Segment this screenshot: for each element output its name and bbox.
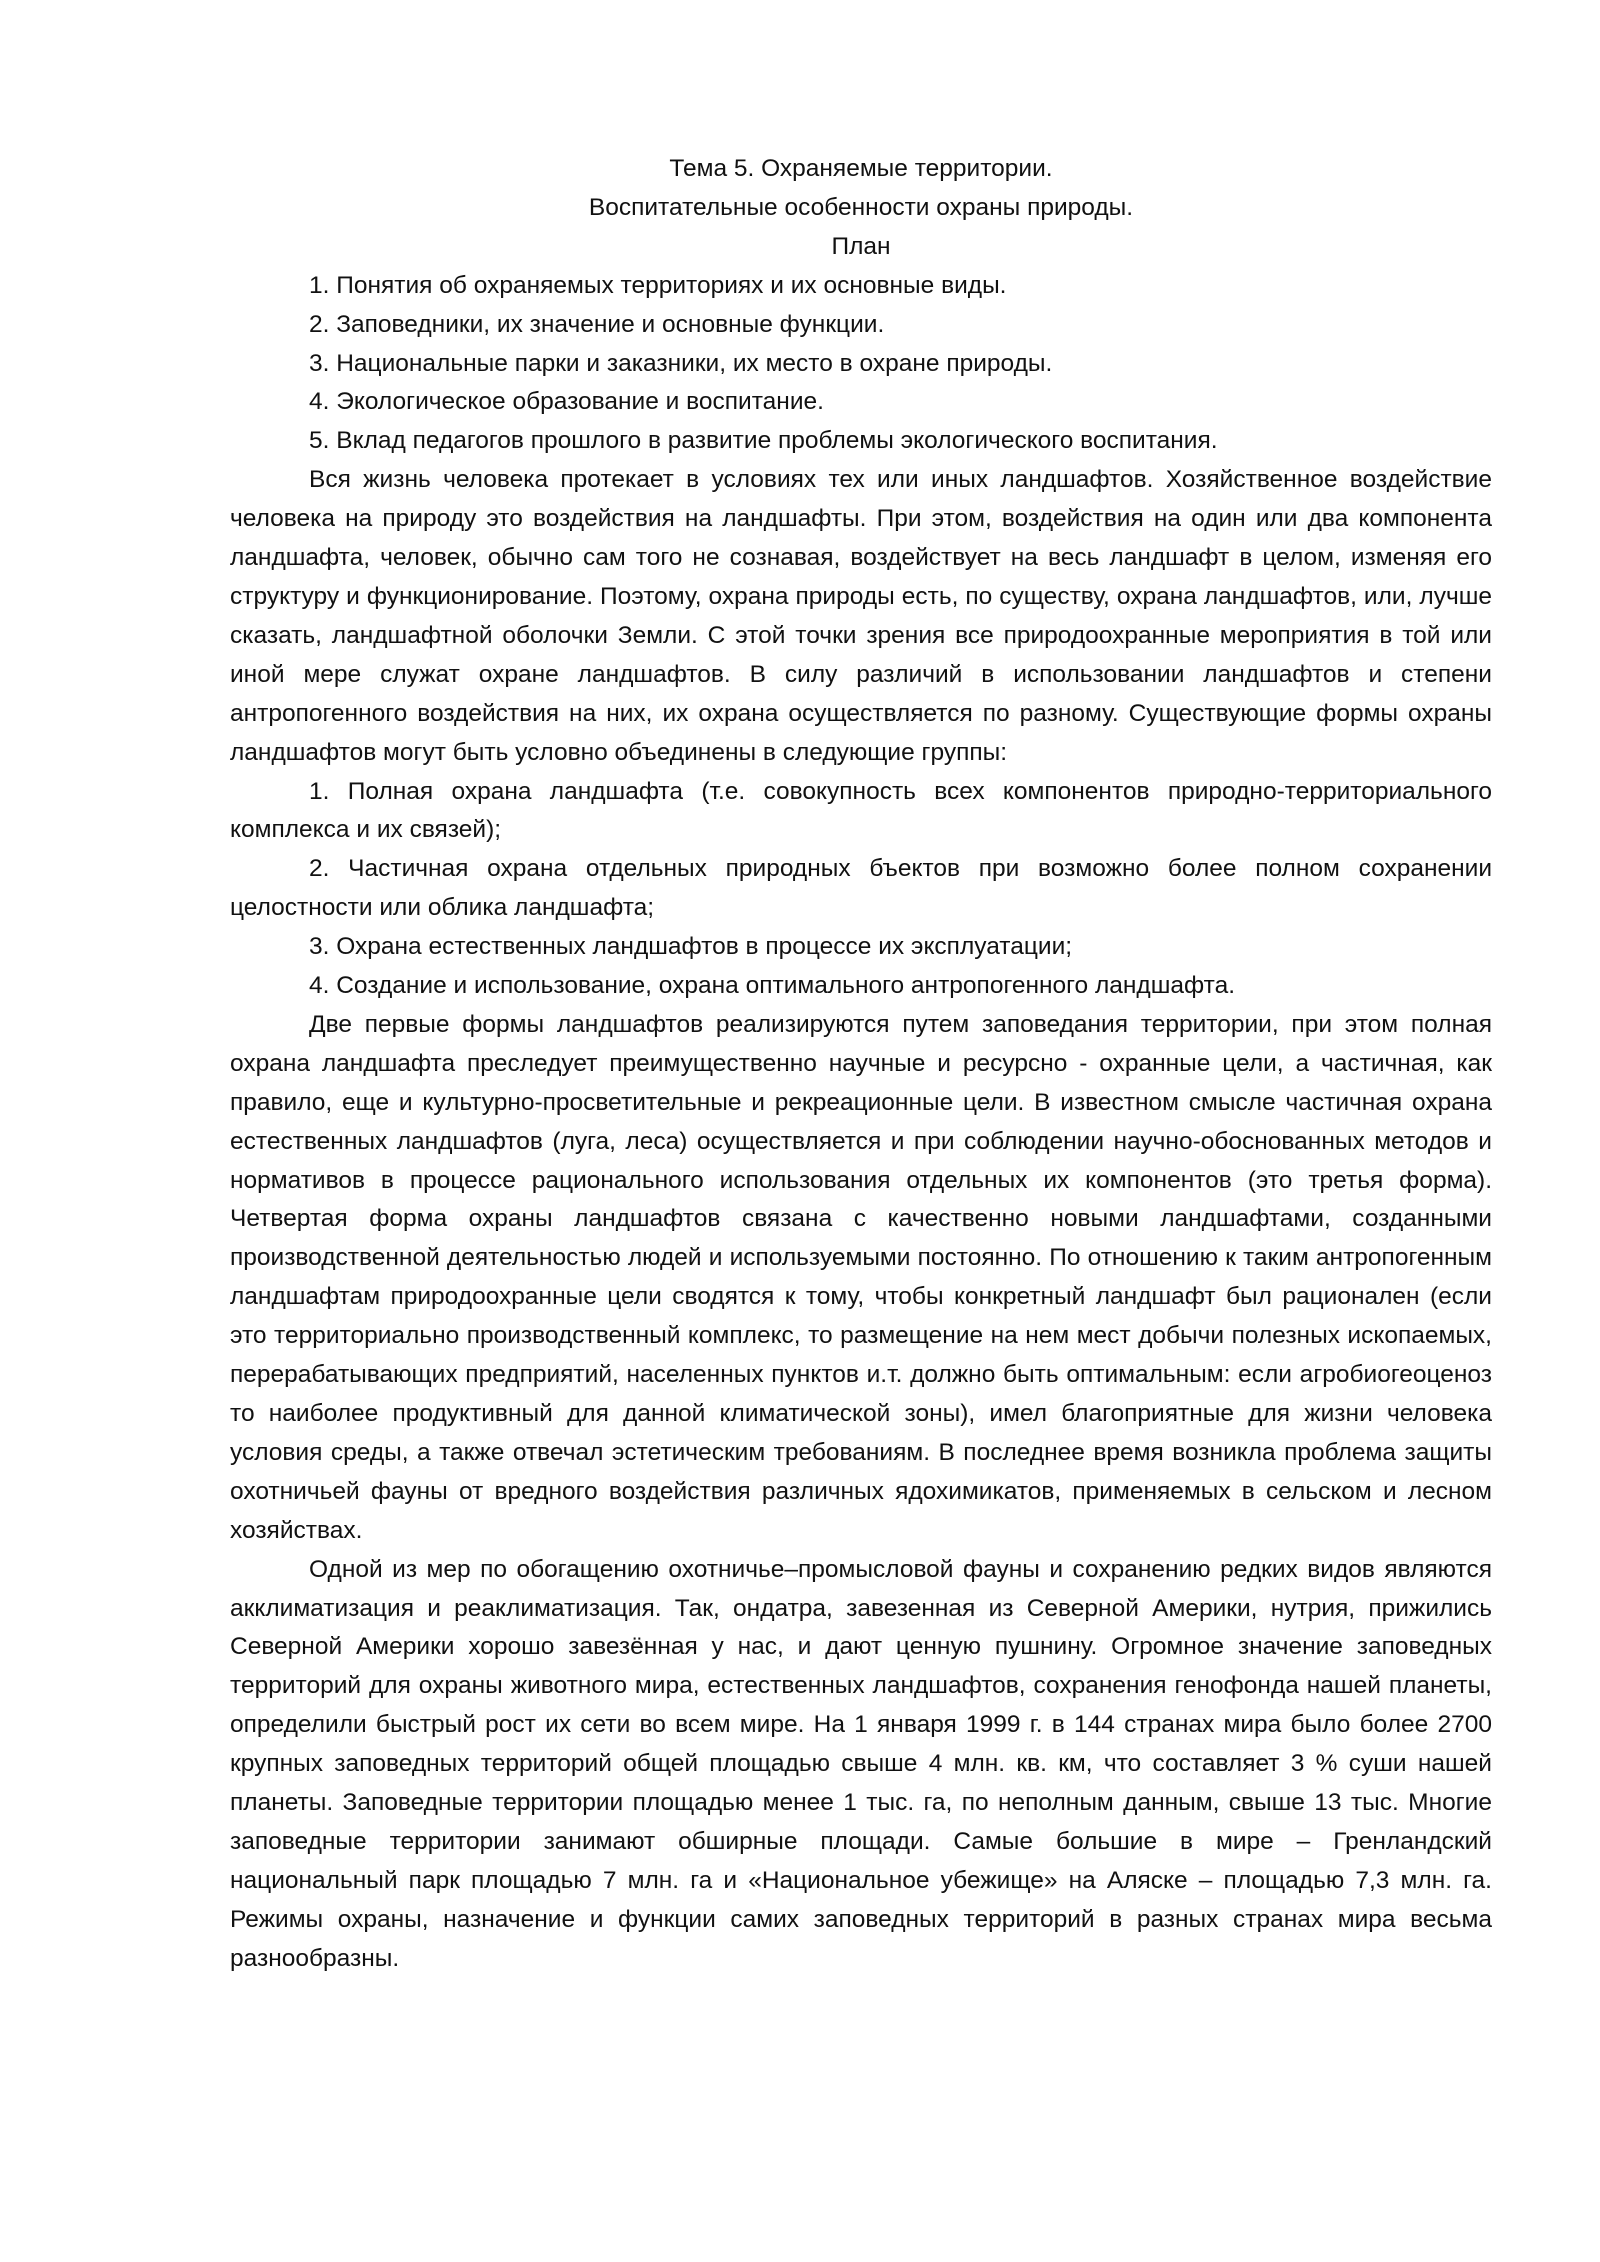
- plan-item: 1. Понятия об охраняемых территориях и их основные виды.: [309, 271, 1007, 299]
- intro-paragraph: Вся жизнь человека протекает в условиях тех или иных ландшафтов. Хозяйственное воздействие человека на природу это воздействия на ландшафты. При этом, воздействия на один или два компонента ландшафта, человек, обычно сам того не сознавая, воздействует на весь ландшафт в целом, изменяя его структуру и функционирование. Поэтому, охрана природы есть, по существу, охрана ландшафтов, или, лучше сказать, ландшафтной оболочки Земли. С этой точки зрения все природоохранные мероприятия в той или иной мере служат охране ландшафтов. В силу различий в использовании ландшафтов и степени антропогенного воздействия на них, их охрана осуществляется по разному. Существующие формы охраны ландшафтов могут быть условно объединены в следующие группы:: [230, 466, 1492, 766]
- plan-heading: План: [831, 232, 891, 260]
- paragraph-reserves: Одной из мер по обогащению охотничье–промысловой фауны и сохранению редких видов являются акклиматизация и реаклиматизация. Так, ондатра, завезенная из Северной Америки, нутрия, прижились Северной Америки хорошо завезённая у нас, и дают ценную пушнину. Огромное значение заповедных территорий для охраны животного мира, естественных ландшафтов, сохранения генофонда нашей планеты, определили быстрый рост их сети во всем мире. На 1 января 1999 г. в 144 странах мира было более 2700 крупных заповедных территорий общей площадью свыше 4 млн. кв. км, что составляет 3 % суши нашей планеты. Заповедные территории площадью менее 1 тыс. га, по неполным данным, свыше 13 тыс. Многие заповедные территории занимают обширные площади. Самые большие в мире – Гренландский национальный парк площадью 7 млн. га и «Национальное убежище» на Аляске – площадью 7,3 млн. га. Режимы охраны, назначение и функции самих заповедных территорий в разных странах мира весьма разнообразны.: [230, 1555, 1492, 1972]
- plan-list: [230, 267, 1492, 462]
- page-subtitle: Воспитательные особенности охраны природы.: [588, 193, 1134, 221]
- form-item: 4. Создание и использование, охрана оптимального антропогенного ландшафта.: [309, 972, 1236, 1000]
- paragraph-forms-explained: Две первые формы ландшафтов реализируются путем заповедания территории, при этом полная охрана ландшафта преследует преимущественно научные и ресурсно - охранные цели, а частичная, как правило, еще и культурно-просветительные и рекреационные цели. В известном смысле частичная охрана естественных ландшафтов (луга, леса) осуществляется и при соблюдении научно-обоснованных методов и нормативов в процессе рационального использования отдельных их компонентов (это третья форма). Четвертая форма охраны ландшафтов связана с качественно новыми ландшафтами, созданными производственной деятельностью людей и используемыми постоянно. По отношению к таким антропогенным ландшафтам природоохранные цели сводятся к тому, чтобы конкретный ландшафт был рационален (если это территориально производственный комплекс, то размещение на нем мест добычи полезных ископаемых, перерабатывающих предприятий, населенных пунктов и.т. должно быть оптимальным: если агробиогеоценоз то наиболее продуктивный для данной климатической зоны), имел благоприятные для жизни человека условия среды, а также отвечал эстетическим требованиям. В последнее время возникла проблема защиты охотничьей фауны от вредного воздействия различных ядохимикатов, применяемых в сельском и лесном хозяйствах.: [230, 1010, 1492, 1544]
- plan-item: 3. Национальные парки и заказники, их место в охране природы.: [309, 349, 1053, 377]
- plan-item: 4. Экологическое образование и воспитание.: [309, 388, 824, 416]
- plan-item: 2. Заповедники, их значение и основные функции.: [309, 310, 885, 338]
- plan-item: 5. Вклад педагогов прошлого в развитие проблемы экологического воспитания.: [309, 427, 1218, 455]
- form-item: 2. Частичная охрана отдельных природных бъектов при возможно более полном сохранении целостности или облика ландшафта;: [230, 855, 1492, 922]
- page-title: Тема 5. Охраняемые территории.: [669, 155, 1053, 182]
- document-page: [230, 150, 1492, 1979]
- form-item: 1. Полная охрана ландшафта (т.е. совокупность всех компонентов природно-территориального комплекса и их связей);: [230, 777, 1492, 844]
- form-item: 3. Охрана естественных ландшафтов в процессе их эксплуатации;: [309, 933, 1073, 961]
